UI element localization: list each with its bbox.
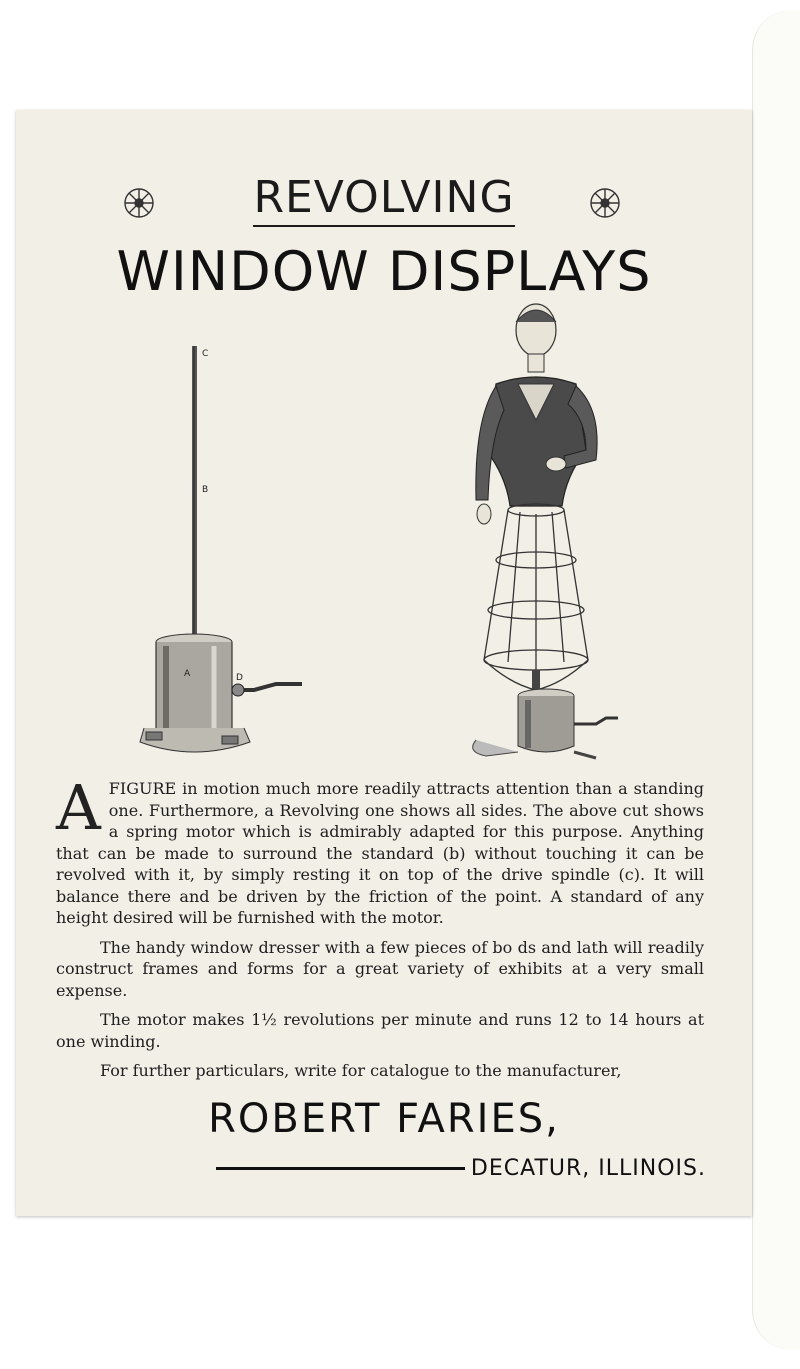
- paragraph-3: The motor makes 1½ revolutions per minute and runs 12 to 14 hours at one winding.: [56, 1010, 704, 1051]
- label-c: C: [202, 349, 209, 359]
- paragraph-1-text: FIGURE in motion much more readily attracts attention than a standing one. Furthermore, a Revolving one shows all sides. The above cut shows a spring motor which is admirably adapted for this purpose. Anything that can be made to surround the standard (b) without touching it can be revolved with it, by simply resting it on top of the drive spindle (c). It will balance there and be driven by the friction of the point. A standard of any height desired will be furnished with the motor.: [56, 779, 704, 927]
- dropcap-letter: A: [56, 771, 101, 844]
- heading-revolving: REVOLVING: [16, 172, 752, 223]
- mannequin-illustration: [446, 300, 646, 770]
- spring-motor-illustration: [126, 340, 326, 760]
- adjacent-page-edge: [752, 10, 800, 1350]
- decorative-rule: [216, 1167, 465, 1170]
- label-a: A: [184, 669, 191, 679]
- heading-window-displays: WINDOW DISPLAYS: [116, 240, 652, 303]
- label-b: B: [202, 485, 209, 495]
- paragraph-1: [56, 771, 704, 929]
- paragraph-4: For further particulars, write for catalogue to the manufacturer,: [100, 1061, 622, 1080]
- manufacturer-city: DECATUR, ILLINOIS.: [470, 1156, 706, 1181]
- description-text: [56, 771, 704, 1090]
- paragraph-2: The handy window dresser with a few pieces of bo ds and lath will readily construct frames and forms for a great variety of exhibits at a very small expense.: [56, 937, 704, 1000]
- catalog-page: [16, 110, 752, 1216]
- manufacturer-name: ROBERT FARIES,: [208, 1096, 560, 1142]
- label-d: D: [236, 673, 243, 683]
- manufacturer-location-row: [216, 1156, 706, 1181]
